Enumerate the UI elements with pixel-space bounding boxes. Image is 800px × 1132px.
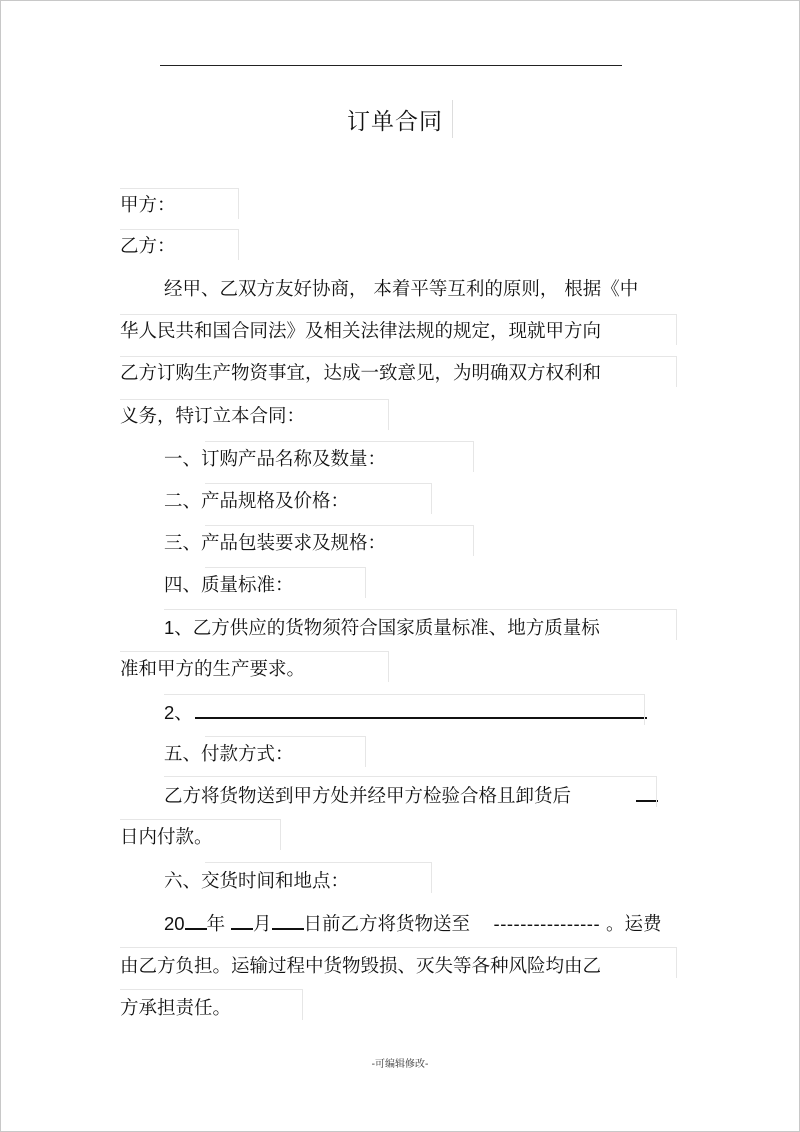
section-2-heading: 二、产品规格及价格： [164,491,350,512]
payment-line-2: 日内付款。 [120,827,213,848]
quality-item-1-continued: 准和甲方的生产要求。 [120,659,306,680]
section-5-heading: 五、付款方式： [164,744,294,765]
party-b-label: 乙方： [120,236,176,257]
quality-item-2-blank[interactable] [195,703,647,719]
delivery-month-label: 月 [252,914,272,935]
header-rule [160,65,622,66]
delivery-year-label: 年 [206,914,226,935]
delivery-day-blank[interactable] [272,914,304,930]
delivery-month-blank[interactable] [231,914,253,930]
delivery-line-2: 由乙方负担。运输过程中货物毁损、灭失等各种风险均由乙 [120,956,602,977]
quality-item-1-text: 乙方供应的货物须符合国家质量标准、地方质量标 [192,618,600,639]
quality-item-1-number: 1、 [164,617,193,638]
intro-line-1: 经甲、乙双方友好协商， 本着平等互利的原则， 根据《中 [164,279,639,300]
delivery-freight-text: 。运费 [606,914,662,935]
party-a-label: 甲方： [120,195,176,216]
intro-line-3: 乙方订购生产物资事宜，达成一致意见，为明确双方权利和 [120,363,602,384]
payment-days-blank[interactable] [636,786,658,802]
delivery-year-blank[interactable] [185,914,207,930]
delivery-line-1 [164,912,662,937]
delivery-year-prefix: 20 [164,913,185,934]
quality-item-2-number: 2、 [164,702,193,723]
section-1-heading: 一、订购产品名称及数量： [164,449,387,470]
intro-line-4: 义务，特订立本合同： [120,406,306,427]
page-footer: -可编辑修改- [371,1059,429,1070]
payment-days-blank-wrap [636,785,658,809]
quality-item-1 [164,616,600,641]
section-3-heading: 三、产品包装要求及规格： [164,533,387,554]
quality-item-2 [164,701,647,726]
payment-line-1: 乙方将货物送到甲方处并经甲方检验合格且卸货后 [164,786,572,807]
delivery-line-3: 方承担责任。 [120,998,232,1019]
delivery-day-text: 日前乙方将货物送至 [303,914,471,935]
section-4-heading: 四、质量标准： [164,575,294,596]
document-title: 订单合同 [347,109,443,135]
intro-line-2: 华人民共和国合同法》及相关法律法规的规定，现就甲方向 [120,321,602,342]
delivery-place-blank[interactable]: ---------------- [493,913,601,934]
title-edit-mark [452,100,453,138]
section-6-heading: 六、交货时间和地点： [164,871,350,892]
